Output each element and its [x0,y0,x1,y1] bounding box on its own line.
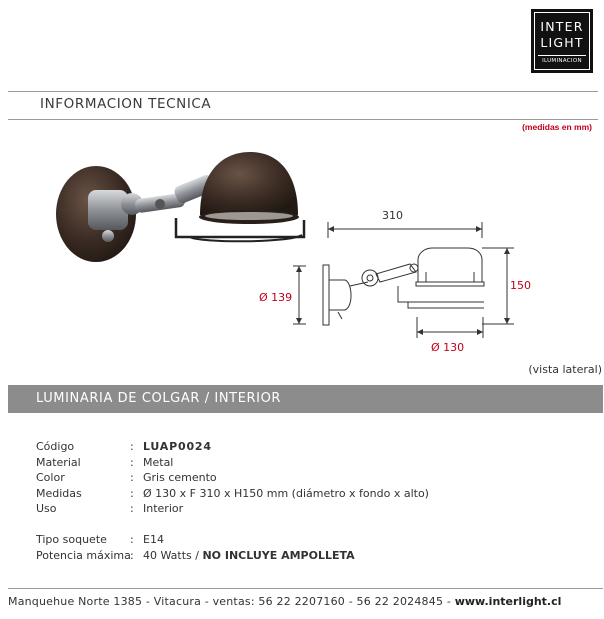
category-label: LUMINARIA DE COLGAR / INTERIOR [36,391,282,406]
footer-rule [8,588,603,589]
spec-value: LUAP0024 [143,440,212,453]
spec-value: Metal [143,456,174,469]
dimension-base-diameter: Ø 139 [259,291,293,304]
spec-value-warning: NO INCLUYE AMPOLLETA [202,549,355,562]
dimension-shade-diameter: Ø 130 [431,341,465,354]
website-link[interactable]: www.interlight.cl [454,595,562,608]
spec-separator: : [130,502,134,515]
view-label: (vista lateral) [528,363,602,376]
spec-value: E14 [143,533,164,546]
header-bottom-rule [8,119,598,120]
spec-label: Potencia máxima [36,549,131,562]
spec-value-watts: 40 Watts / [143,549,199,562]
logo-line-2: LIGHT [540,35,584,50]
spec-label: Tipo soquete [36,533,107,546]
spec-value [143,549,355,562]
spec-value: Ø 130 x F 310 x H150 mm (diámetro x fondo x alto) [143,487,429,500]
logo-line-1: INTER [540,19,584,34]
spec-separator: : [130,456,134,469]
logo-line-3: ILUMINACION [538,55,586,64]
spec-label: Uso [36,502,57,515]
spec-separator: : [130,471,134,484]
dimension-width: 310 [382,209,403,222]
spec-label: Medidas [36,487,82,500]
interlight-logo [531,9,593,73]
spec-label: Color [36,471,65,484]
section-title: INFORMACION TECNICA [40,96,212,112]
spec-value: Interior [143,502,184,515]
spec-separator: : [130,549,134,562]
category-band [8,385,603,413]
footer [8,595,561,608]
spec-value: Gris cemento [143,471,217,484]
units-note: (medidas en mm) [522,122,592,132]
header-top-rule [8,91,598,92]
spec-label: Material [36,456,81,469]
spec-separator: : [130,487,134,500]
spec-label: Código [36,440,75,453]
spec-separator: : [130,440,134,453]
footer-contact: Manquehue Norte 1385 - Vitacura - ventas: 56 22 2207160 - 56 22 2024845 - [8,595,452,608]
spec-separator: : [130,533,134,546]
dimension-height: 150 [510,279,531,292]
